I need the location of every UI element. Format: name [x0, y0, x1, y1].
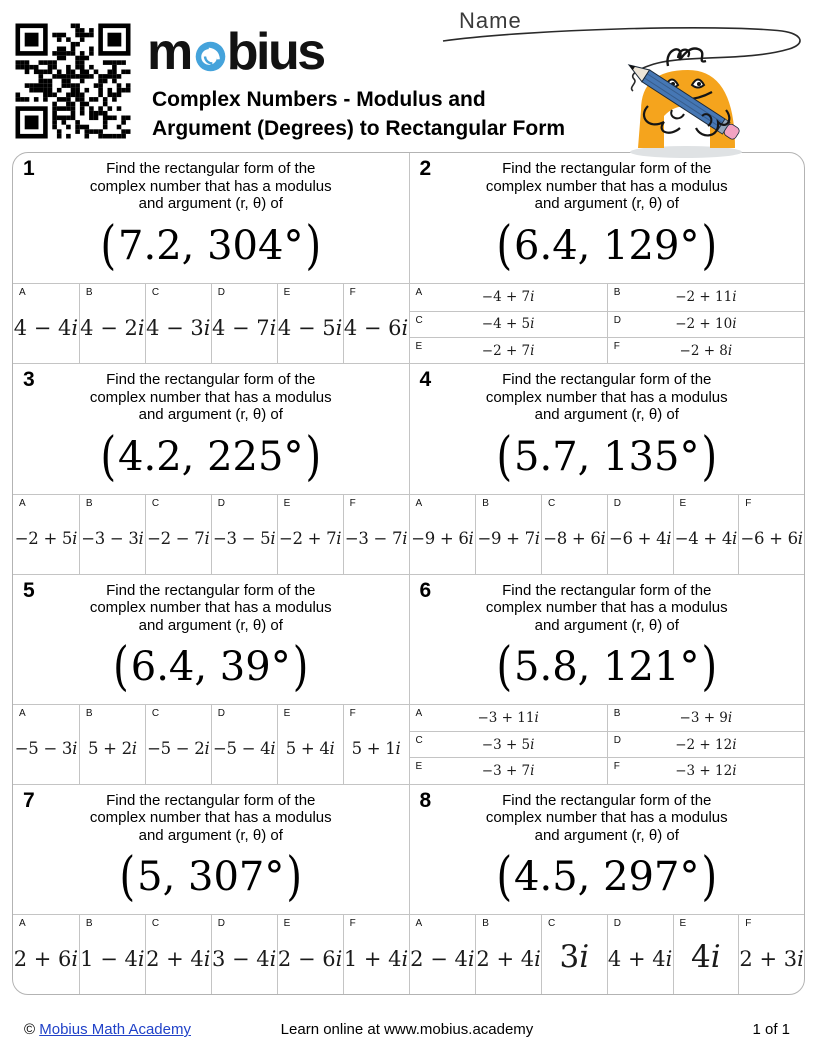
answer-options	[410, 494, 805, 574]
prompt-line: Find the rectangular form of the	[106, 371, 316, 389]
option-value: 4 i	[691, 938, 721, 975]
answer-option	[79, 915, 145, 994]
answer-option	[13, 495, 79, 574]
answer-option	[145, 705, 211, 784]
option-value: −9 + 7 i	[477, 529, 540, 548]
prompt-line: Find the rectangular form of the	[502, 371, 712, 389]
option-letter: C	[151, 287, 160, 299]
option-value: −2 + 12 i	[675, 736, 737, 753]
problem-prompt	[13, 371, 409, 424]
modulus-argument-value: ( 5, 307° )	[119, 846, 302, 908]
option-letter: C	[151, 497, 160, 509]
option-value: 2 + 6 i	[13, 947, 79, 971]
answer-option	[343, 495, 409, 574]
answer-option	[607, 311, 804, 337]
problem-number: 5	[23, 578, 35, 602]
prompt-line: complex number that has a modulus	[485, 388, 728, 406]
option-letter: A	[19, 707, 26, 719]
option-value: −2 + 11 i	[675, 289, 737, 306]
option-letter: A	[19, 497, 26, 509]
option-letter: A	[19, 918, 26, 929]
answer-option	[145, 284, 211, 363]
answer-option	[475, 915, 541, 994]
problem-prompt	[13, 582, 409, 635]
option-value: −2 − 7 i	[147, 529, 210, 548]
answer-option	[343, 915, 409, 994]
answer-option	[410, 731, 607, 757]
option-letter: F	[745, 918, 752, 929]
option-letter: B	[85, 497, 93, 509]
problem-card-5	[13, 574, 409, 784]
option-letter: E	[283, 497, 291, 509]
option-letter: A	[415, 707, 423, 719]
problem-card-6	[409, 574, 805, 784]
problem-number: 3	[23, 368, 35, 392]
modulus-argument-value: ( 6.4, 129° )	[496, 215, 718, 277]
copyright-symbol: ©	[24, 1021, 36, 1038]
prompt-line: Find the rectangular form of the	[106, 791, 316, 809]
prompt-line: complex number that has a modulus	[485, 177, 728, 195]
option-letter: E	[679, 497, 687, 509]
problem-card-4	[409, 363, 805, 573]
option-letter: E	[415, 761, 423, 773]
option-value: −2 + 7 i	[481, 342, 535, 359]
name-label: Name	[459, 8, 522, 33]
option-letter: B	[85, 918, 93, 929]
option-value: −6 + 6 i	[740, 529, 803, 548]
title-line2: Argument (Degrees) to Rectangular Form	[152, 116, 566, 140]
answer-option	[738, 495, 804, 574]
option-letter: C	[415, 735, 423, 747]
prompt-line: Find the rectangular form of the	[106, 581, 316, 599]
option-value: 4 − 7 i	[212, 316, 277, 341]
option-letter: E	[679, 918, 687, 929]
answer-option	[607, 495, 673, 574]
option-letter: D	[217, 918, 225, 929]
option-letter: E	[415, 340, 423, 352]
answer-option	[13, 284, 79, 363]
option-letter: C	[548, 918, 556, 929]
answer-option	[607, 731, 804, 757]
modulus-argument-value: ( 5.7, 135° )	[496, 426, 718, 487]
option-value: 3 − 4 i	[212, 947, 277, 971]
option-value: −3 + 7 i	[481, 763, 535, 780]
option-value: −3 − 5 i	[213, 529, 276, 548]
option-value: −3 + 11 i	[477, 709, 539, 726]
option-value: 3 i	[559, 938, 590, 975]
option-letter: B	[85, 287, 93, 299]
answer-option	[277, 705, 343, 784]
answer-option	[673, 495, 739, 574]
answer-options	[13, 704, 409, 784]
answer-option	[277, 495, 343, 574]
option-value: 4 − 2 i	[80, 316, 145, 341]
modulus-argument-value: ( 6.4, 39° )	[113, 636, 309, 698]
answer-option	[410, 284, 607, 310]
answer-option	[211, 915, 277, 994]
option-letter: B	[613, 287, 621, 299]
option-value: 1 + 4 i	[343, 947, 409, 971]
option-value: −3 + 12 i	[675, 763, 737, 780]
option-value: 4 + 4 i	[607, 947, 673, 971]
prompt-line: complex number that has a modulus	[485, 809, 728, 827]
option-letter: D	[613, 735, 621, 747]
option-value: −2 + 10 i	[675, 316, 737, 333]
option-value: 5 + 4 i	[285, 739, 335, 759]
modulus-argument-value: ( 7.2, 304° )	[100, 215, 322, 277]
option-value: 2 − 4 i	[410, 947, 475, 971]
answer-option	[343, 705, 409, 784]
problem-prompt	[410, 792, 805, 845]
footer-center-text: Learn online at www.mobius.academy	[280, 1021, 534, 1038]
option-value: −9 + 6 i	[411, 529, 474, 548]
problem-prompt	[13, 160, 409, 213]
option-letter: D	[217, 707, 225, 719]
option-letter: B	[613, 707, 621, 719]
name-line-squiggle	[443, 28, 800, 91]
answer-option	[607, 337, 804, 363]
answer-option	[607, 915, 673, 994]
prompt-line: and argument (r, θ) of	[138, 616, 283, 634]
option-value: −4 + 7 i	[481, 289, 535, 306]
answer-option	[13, 705, 79, 784]
option-letter: E	[283, 287, 291, 299]
problem-card-1	[13, 153, 409, 363]
page-indicator: 1 of 1	[752, 1021, 790, 1038]
qr-code-icon	[14, 22, 132, 140]
problem-number: 8	[419, 788, 432, 812]
answer-option	[79, 495, 145, 574]
option-value: −2 + 7 i	[278, 529, 342, 548]
problems-grid	[12, 152, 805, 995]
prompt-line: complex number that has a modulus	[485, 599, 728, 616]
answer-option	[410, 757, 607, 783]
answer-option	[541, 495, 607, 574]
answer-option	[211, 495, 277, 574]
option-letter: A	[19, 287, 26, 299]
option-letter: F	[349, 707, 356, 719]
option-value: 2 + 4 i	[476, 947, 541, 971]
answer-option	[211, 705, 277, 784]
answer-options	[13, 914, 409, 994]
option-value: −3 − 7 i	[344, 529, 408, 548]
prompt-line: and argument (r, θ) of	[534, 195, 679, 212]
option-value: −2 + 8 i	[679, 342, 733, 359]
problem-prompt	[410, 160, 805, 213]
mobius-academy-link[interactable]: Mobius Math Academy	[39, 1021, 191, 1038]
answer-option	[211, 284, 277, 363]
option-value: 2 + 3 i	[739, 947, 804, 971]
option-letter: F	[349, 287, 356, 299]
option-letter: D	[613, 314, 621, 326]
option-value: −3 − 3 i	[81, 529, 144, 548]
option-value: 5 + 1 i	[351, 739, 401, 759]
option-letter: A	[415, 497, 423, 509]
option-letter: A	[415, 287, 423, 299]
option-value: −6 + 4 i	[608, 529, 672, 548]
modulus-argument-value: ( 4.5, 297° )	[496, 846, 718, 908]
option-letter: D	[217, 287, 225, 299]
problem-card-3	[13, 363, 409, 573]
option-letter: C	[151, 918, 160, 929]
option-value: −3 + 9 i	[679, 709, 733, 726]
prompt-line: complex number that has a modulus	[89, 809, 332, 827]
problem-number: 4	[419, 368, 432, 392]
prompt-line: complex number that has a modulus	[89, 388, 332, 406]
option-letter: C	[415, 314, 423, 326]
option-value: −2 + 5 i	[14, 529, 78, 548]
prompt-line: and argument (r, θ) of	[534, 406, 679, 424]
prompt-line: and argument (r, θ) of	[138, 406, 283, 424]
option-letter: F	[613, 761, 620, 773]
problem-prompt	[410, 582, 805, 635]
answer-option	[475, 495, 541, 574]
prompt-line: and argument (r, θ) of	[138, 195, 283, 212]
problem-prompt	[410, 371, 805, 424]
prompt-line: Find the rectangular form of the	[502, 791, 712, 809]
option-value: 4 − 3 i	[146, 316, 211, 341]
option-value: 4 − 6 i	[343, 316, 409, 341]
modulus-argument-value: ( 5.8, 121° )	[496, 636, 718, 698]
option-value: 4 − 5 i	[277, 316, 343, 341]
answer-option	[738, 915, 804, 994]
answer-option	[145, 495, 211, 574]
page-footer	[24, 1021, 790, 1038]
prompt-line: Find the rectangular form of the	[502, 160, 712, 177]
answer-option	[607, 757, 804, 783]
logo-swirl-icon	[192, 38, 229, 75]
problem-number: 2	[419, 157, 432, 180]
option-value: −5 − 2 i	[147, 739, 210, 759]
answer-option	[410, 705, 607, 731]
problem-card-2	[409, 153, 805, 363]
prompt-line: and argument (r, θ) of	[138, 826, 283, 844]
answer-option	[410, 915, 476, 994]
problem-number: 7	[23, 788, 35, 812]
option-value: −8 + 6 i	[543, 529, 606, 548]
option-value: 1 − 4 i	[80, 947, 145, 971]
prompt-line: and argument (r, θ) of	[534, 616, 679, 634]
option-letter: C	[548, 497, 556, 509]
option-value: −5 − 3 i	[14, 739, 78, 759]
prompt-line: complex number that has a modulus	[89, 599, 332, 616]
option-letter: E	[283, 707, 291, 719]
option-value: 5 + 2 i	[87, 739, 137, 759]
answer-option	[410, 495, 476, 574]
option-letter: F	[745, 497, 752, 509]
option-letter: E	[283, 918, 291, 929]
answer-option	[79, 705, 145, 784]
answer-option	[410, 311, 607, 337]
problem-card-7	[13, 784, 409, 994]
answer-options	[410, 704, 805, 784]
problem-prompt	[13, 792, 409, 845]
title-line1: Complex Numbers - Modulus and	[152, 88, 486, 111]
answer-option	[541, 915, 607, 994]
modulus-argument-value: ( 4.2, 225° )	[100, 426, 322, 487]
problem-number: 6	[419, 578, 432, 602]
option-value: −4 + 4 i	[674, 529, 738, 548]
option-value: −5 − 4 i	[213, 739, 276, 759]
option-value: −4 + 5 i	[481, 316, 535, 333]
answer-option	[343, 284, 409, 363]
option-letter: B	[482, 497, 489, 509]
option-letter: D	[217, 497, 225, 509]
problem-card-8	[409, 784, 805, 994]
answer-option	[79, 284, 145, 363]
prompt-line: and argument (r, θ) of	[534, 826, 679, 844]
option-value: 2 + 4 i	[146, 947, 211, 971]
answer-option	[145, 915, 211, 994]
prompt-line: Find the rectangular form of the	[502, 581, 712, 599]
problem-number: 1	[23, 157, 35, 180]
answer-option	[673, 915, 739, 994]
option-letter: D	[613, 918, 621, 929]
answer-options	[410, 914, 805, 994]
answer-options	[13, 283, 409, 363]
option-letter: B	[482, 918, 489, 929]
option-letter: A	[415, 918, 423, 929]
worksheet-title	[152, 86, 672, 143]
prompt-line: complex number that has a modulus	[89, 177, 332, 195]
answer-option	[410, 337, 607, 363]
answer-option	[277, 915, 343, 994]
option-letter: B	[85, 707, 93, 719]
logo-text-prefix: m	[147, 23, 191, 81]
answer-option	[607, 284, 804, 310]
answer-option	[607, 705, 804, 731]
option-value: 4 − 4 i	[13, 316, 79, 341]
option-value: −3 + 5 i	[481, 736, 535, 753]
option-letter: D	[613, 497, 621, 509]
answer-options	[410, 283, 805, 363]
answer-option	[13, 915, 79, 994]
answer-option	[277, 284, 343, 363]
answer-options	[13, 494, 409, 574]
option-value: 2 − 6 i	[277, 947, 343, 971]
option-letter: F	[349, 497, 356, 509]
mobius-logo	[147, 22, 324, 82]
option-letter: F	[613, 340, 620, 352]
option-letter: F	[349, 918, 356, 929]
option-letter: C	[151, 707, 160, 719]
prompt-line: Find the rectangular form of the	[106, 160, 316, 177]
logo-text-suffix: bius	[226, 23, 324, 81]
